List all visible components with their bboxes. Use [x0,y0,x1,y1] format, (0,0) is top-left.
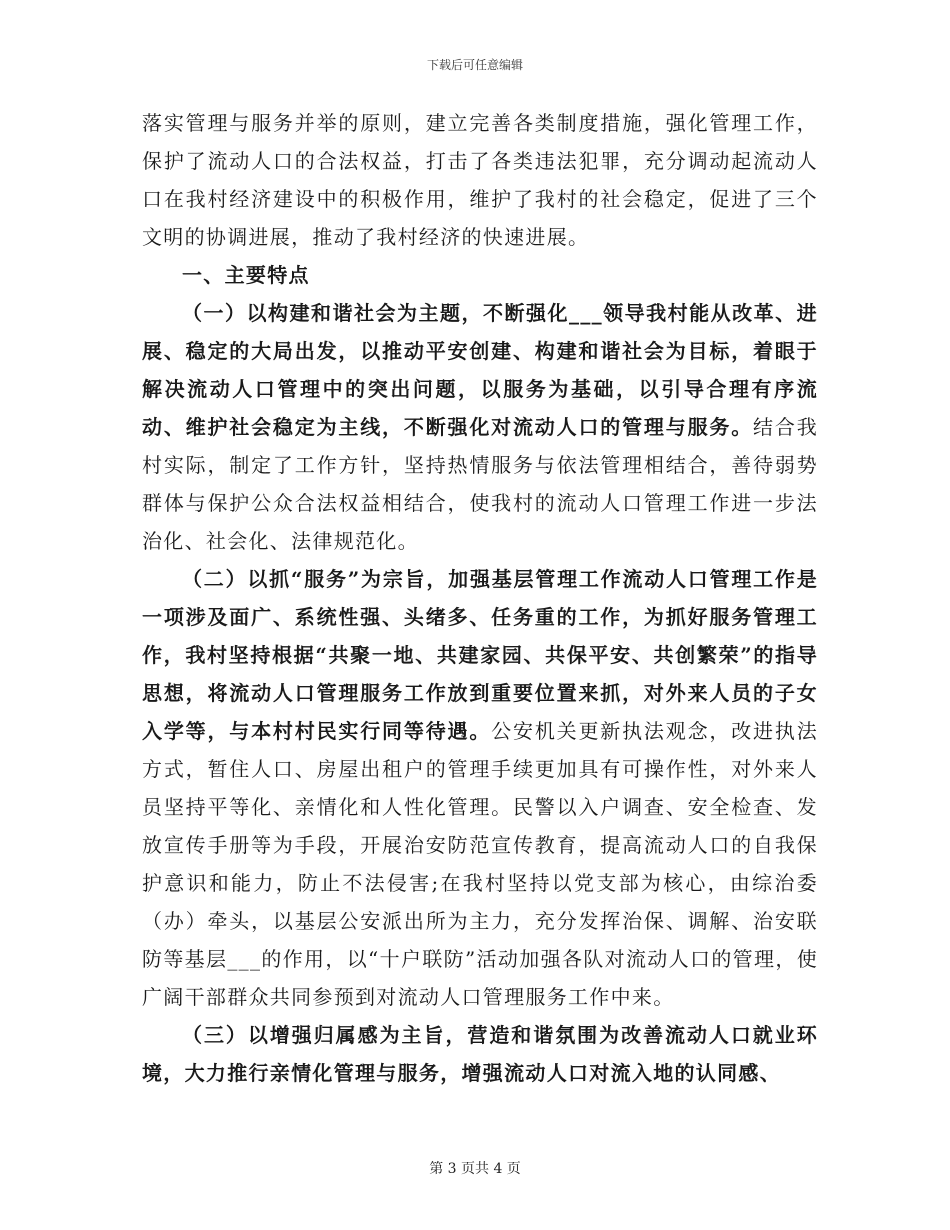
paragraph-intro: 落实管理与服务并举的原则，建立完善各类制度措施，强化管理工作，保护了流动人口的合法权益，打击了各类违法犯罪，充分调动起流动人口在我村经济建设中的积极作用，维护了我村的社会稳定，促进了三个文明的协调进展，推动了我村经济的快速进展。 [142,111,818,249]
paragraph-2-text: 公安机关更新执法观念，改进执法方式，暂住人口、房屋出租户的管理手续更加具有可操作性，对外来人员坚持平等化、亲情化和人性化管理。民警以入户调查、安全检查、发放宣传手册等为手段，开展治安防范宣传教育，提高流动人口的自我保护意识和能力，防止不法侵害;在我村坚持以党支部为核心，由综治委（办）牵头，以基层公安派出所为主力，充分发挥治保、调解、治安联防等基层___的作用，以“十户联防”活动加强各队对流动人口的管理，使广阔干部群众共同参预到对流动人口管理服务工作中来。 [142,719,818,1009]
document-body [142,104,818,1092]
page-header: 下载后可任意编辑 [426,58,523,72]
paragraph-3-bold: （三）以增强归属感为主旨，营造和谐氛围为改善流动人口就业环境，大力推行亲情化管理与服务，增强流动人口对流入地的认同感、 [142,1023,818,1085]
paragraph-2 [142,560,818,1016]
page-footer: 第 3 页共 4 页 [429,1161,521,1177]
section-heading: 一、主要特点 [182,263,310,287]
paragraph-1 [142,294,818,560]
paragraph-3 [142,1016,818,1092]
paragraph-1-bold: （一）以构建和谐社会为主题，不断强化___领导我村能从改革、进展、稳定的大局出发，以推动平安创建、构建和谐社会为目标，着眼于解决流动人口管理中的突出问题，以服务为基础，以引导合理有序流动、维护社会稳定为主线，不断强化对流动人口的管理与服务。 [142,301,818,439]
paragraph-1-text: 结合我村实际，制定了工作方针，坚持热情服务与依法管理相结合，善待弱势群体与保护公众合法权益相结合，使我村的流动人口管理工作进一步法治化、社会化、法律规范化。 [142,415,818,553]
paragraph-2-bold: （二）以抓“服务”为宗旨，加强基层管理工作流动人口管理工作是一项涉及面广、系统性强、头绪多、任务重的工作，为抓好服务管理工作，我村坚持根据“共聚一地、共建家园、共保平安、共创繁荣”的指导思想，将流动人口管理服务工作放到重要位置来抓，对外来人员的子女入学等，与本村村民实行同等待遇。 [142,567,818,743]
